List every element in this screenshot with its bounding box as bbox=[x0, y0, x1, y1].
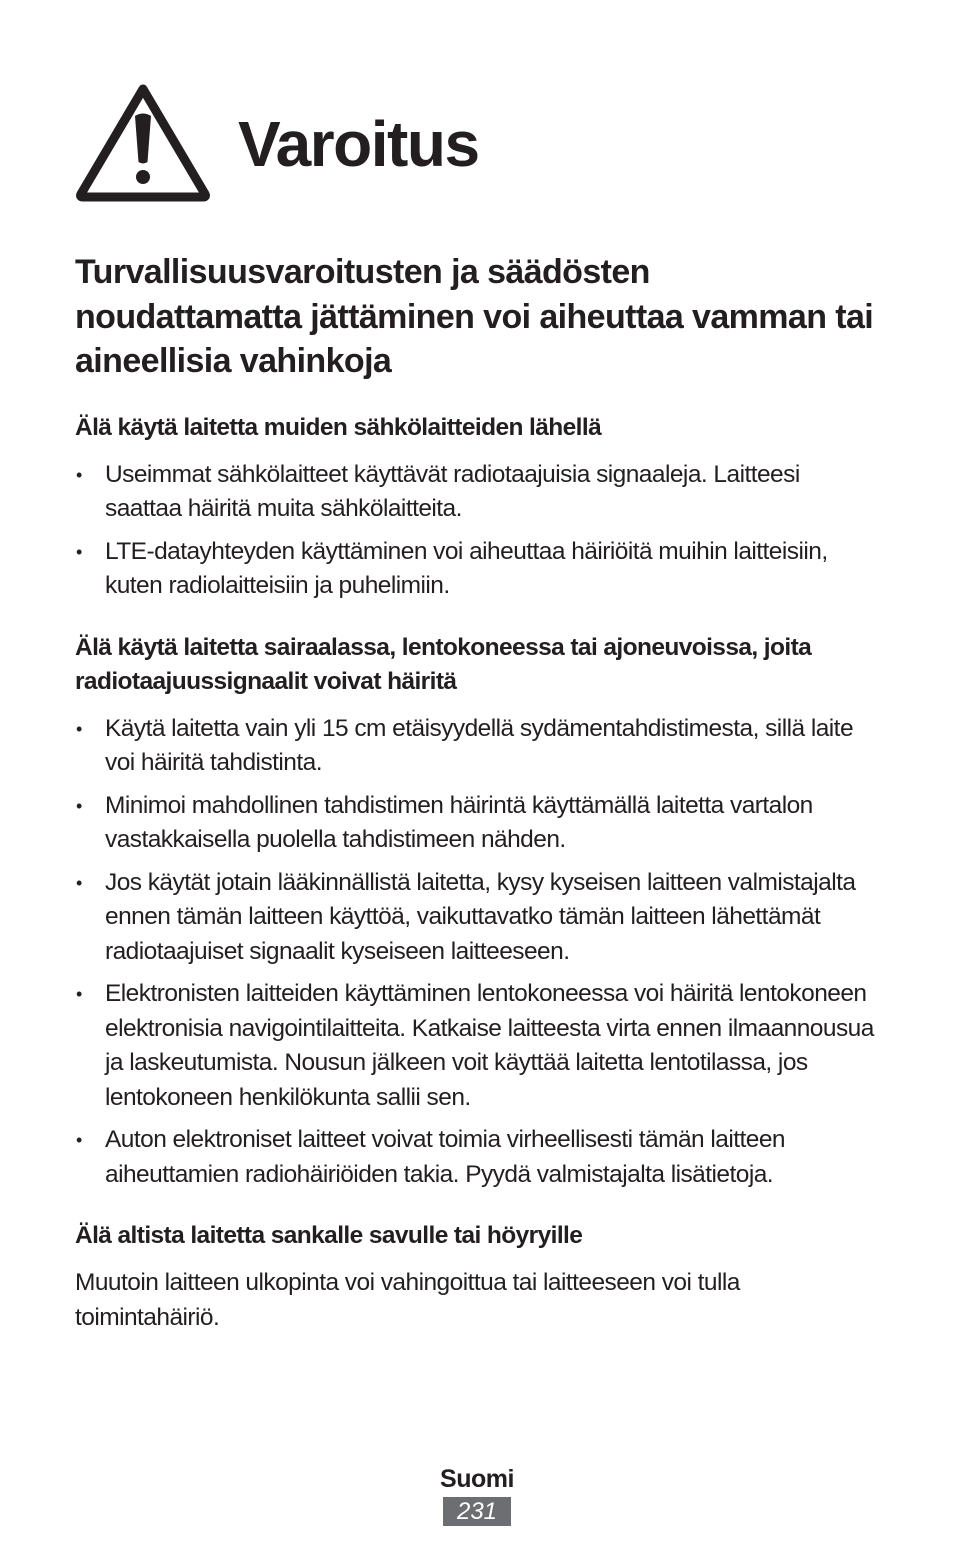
page-header bbox=[74, 80, 479, 204]
bullet-icon: • bbox=[76, 872, 82, 893]
footer-language: Suomi bbox=[440, 1465, 514, 1493]
section-paragraph: Muutoin laitteen ulkopinta voi vahingoittua tai laitteeseen voi tulla toimintahäiriö. bbox=[75, 1269, 740, 1331]
list-item bbox=[75, 789, 875, 858]
bullet-icon: • bbox=[76, 1130, 82, 1150]
list-item bbox=[75, 977, 875, 1115]
list-item-text: Useimmat sähkölaitteet käyttävät radiotaajuisia signaaleja. Laitteesi saattaa häiritä muita sähkölaitteita. bbox=[105, 460, 800, 522]
list-item bbox=[75, 866, 875, 970]
page-number: 231 bbox=[443, 1497, 511, 1526]
bullet-icon: • bbox=[76, 718, 82, 739]
list-item-text: Jos käytät jotain lääkinnällistä laitetta, kysy kyseisen laitteen valmistajalta ennen tämän laitteen käyttöä, vaikuttavatko tämän laitteen lähettämät radiotaajuiset signaalit kyseiseen laitteeseen. bbox=[105, 868, 856, 965]
section-heading: Älä altista laitetta sankalle savulle tai höyryille bbox=[75, 1222, 583, 1249]
list-item-text: Auton elektroniset laitteet voivat toimia virheellisesti tämän laitteen aiheuttamien radiohäiriöiden takia. Pyydä valmistajalta lisätietoja. bbox=[105, 1126, 785, 1188]
warning-triangle-icon bbox=[74, 80, 212, 204]
list-item bbox=[75, 1123, 875, 1192]
list-item-text: Käytä laitetta vain yli 15 cm etäisyydellä sydämentahdistimesta, sillä laite voi häiritä tahdistinta. bbox=[105, 714, 854, 776]
list-item bbox=[75, 712, 875, 781]
page-title: Varoitus bbox=[238, 108, 479, 180]
main-heading: Turvallisuusvaroitusten ja säädösten noudattamatta jättäminen voi aiheuttaa vamman tai aineellisia vahinkoja bbox=[75, 253, 874, 380]
list-item bbox=[75, 535, 875, 604]
page-footer bbox=[0, 1462, 954, 1526]
bullet-icon: • bbox=[76, 541, 82, 562]
section-heading: Älä käytä laitetta sairaalassa, lentokoneessa tai ajoneuvoissa, joita radiotaajuussignaalit voivat häiritä bbox=[75, 633, 812, 695]
bullet-list bbox=[75, 712, 875, 1193]
bullet-icon: • bbox=[76, 795, 82, 816]
list-item bbox=[75, 458, 875, 527]
bullet-list bbox=[75, 458, 875, 604]
bullet-icon: • bbox=[76, 464, 82, 485]
content-area bbox=[75, 250, 875, 1335]
bullet-icon: • bbox=[76, 984, 82, 1004]
list-item-text: Minimoi mahdollinen tahdistimen häirintä käyttämällä laitetta vartalon vastakkaisella puolella tahdistimeen nähden. bbox=[105, 791, 813, 853]
section-heading: Älä käytä laitetta muiden sähkölaitteiden lähellä bbox=[75, 413, 602, 441]
list-item-text: LTE-datayhteyden käyttäminen voi aiheuttaa häiriöitä muihin laitteisiin, kuten radiolaitteisiin ja puhelimiin. bbox=[105, 537, 828, 599]
list-item-text: Elektronisten laitteiden käyttäminen lentokoneessa voi häiritä lentokoneen elektronisia navigointilaitteita. Katkaise laitteesta virta ennen ilmaannousua ja laskeutumista. Nousun jälkeen voit käyttää laitetta lentotilassa, jos lentokoneen henkilökunta sallii sen. bbox=[105, 980, 874, 1111]
